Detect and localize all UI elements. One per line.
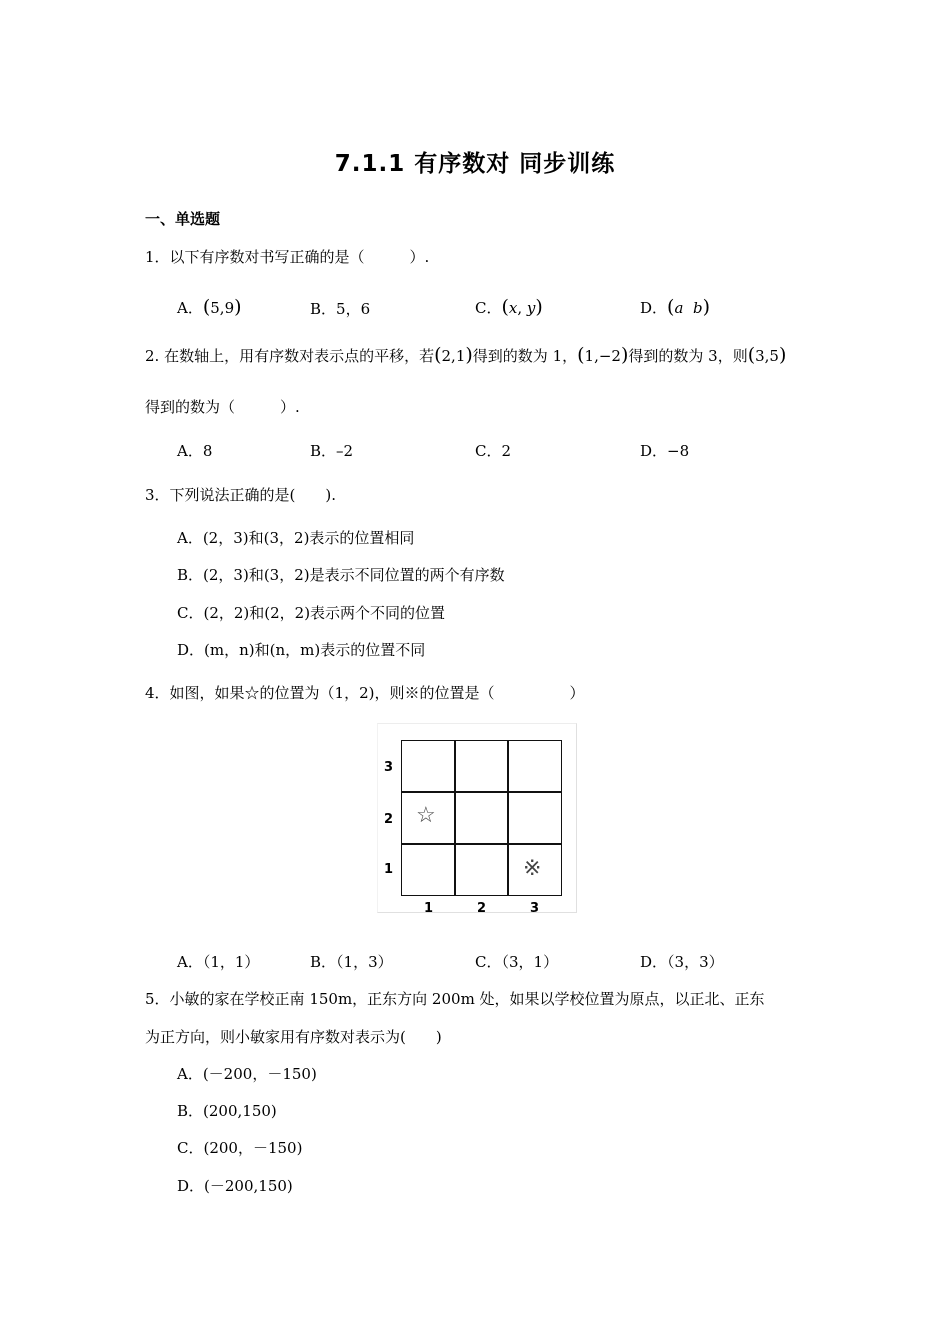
question-5-line-2: 为正方向，则小敏家用有序数对表示为( ) xyxy=(145,1028,442,1046)
row-label-3: 3 xyxy=(384,760,394,775)
grid xyxy=(401,740,562,896)
question-5-line-1: 5．小敏的家在学校正南 150m，正东方向 200m 处，如果以学校位置为原点，以正北、正东 xyxy=(145,990,765,1008)
row-label-1: 1 xyxy=(384,862,394,877)
grid-line xyxy=(454,741,456,895)
question-3-option-d: D．(m，n)和(n，m)表示的位置不同 xyxy=(177,641,426,659)
page-title: 7.1.1 有序数对 同步训练 xyxy=(334,151,616,177)
question-2-option-b: B．–2 xyxy=(310,442,354,460)
col-label-2: 2 xyxy=(477,901,487,916)
question-1-option-c: C．(x, y) xyxy=(475,296,543,318)
question-4-option-b: B．（1，3） xyxy=(310,953,393,971)
grid-line xyxy=(402,791,561,793)
question-2-option-d: D．−8 xyxy=(640,442,690,460)
pair-2: 1,−2 xyxy=(584,347,621,365)
question-3-option-a: A．(2，3)和(3，2)表示的位置相同 xyxy=(177,529,415,547)
question-2-line-1: 2. 在数轴上，用有序数对表示点的平移，若(2,1)得到的数为 1，(1,−2)得到的数为 3，则(3,5) xyxy=(145,344,787,366)
option-label: A． xyxy=(177,299,203,317)
option-label: D． xyxy=(640,299,668,317)
option-label: B． xyxy=(310,300,337,318)
option-a-value: 5,9 xyxy=(210,299,235,317)
col-label-1: 1 xyxy=(424,901,434,916)
reference-mark-symbol: ※ xyxy=(523,856,542,881)
section-heading: 一、单选题 xyxy=(145,210,221,228)
option-label: C． xyxy=(475,299,502,317)
question-4-stem: 4．如图，如果☆的位置为（1，2)，则※的位置是（ ） xyxy=(145,684,585,702)
question-5-option-a: A．(－200，－150) xyxy=(177,1065,317,1083)
question-5-option-c: C．(200，－150) xyxy=(177,1139,303,1157)
grid-line xyxy=(402,843,561,845)
question-1-option-d: D．(a b) xyxy=(640,296,710,318)
question-1-option-b xyxy=(310,298,370,319)
question-5-option-d: D．(－200,150) xyxy=(177,1177,293,1195)
option-c-y: y xyxy=(526,299,536,317)
option-c-x: x xyxy=(508,299,518,317)
question-5-option-b: B．(200,150) xyxy=(177,1102,277,1120)
pair-1: 2,1 xyxy=(441,347,466,365)
question-1-option-a: A．(5,9) xyxy=(177,296,242,318)
question-3-option-c: C．(2，2)和(2，2)表示两个不同的位置 xyxy=(177,604,446,622)
option-d-b: b xyxy=(692,299,703,317)
row-label-2: 2 xyxy=(384,812,394,827)
option-d-a: a xyxy=(674,299,684,317)
option-c-sep: , xyxy=(517,299,527,317)
grid-figure xyxy=(377,723,577,916)
question-4-option-d: D．（3，3） xyxy=(640,953,724,971)
question-1-stem: 1．以下有序数对书写正确的是（ ）. xyxy=(145,248,430,266)
grid-line xyxy=(507,741,509,895)
question-3-option-b: B．(2，3)和(3，2)是表示不同位置的两个有序数 xyxy=(177,566,505,584)
question-4-option-a: A．（1，1） xyxy=(177,953,260,971)
question-3-stem: 3．下列说法正确的是( ). xyxy=(145,486,337,504)
question-2-text-3: 得到的数为 3，则 xyxy=(628,347,748,365)
col-label-3: 3 xyxy=(530,901,540,916)
question-2-text-2: 得到的数为 1， xyxy=(472,347,578,365)
star-symbol: ☆ xyxy=(416,803,436,828)
question-2-option-c: C．2 xyxy=(475,442,512,460)
option-b-value: 5，6 xyxy=(336,300,371,318)
question-2-text-1: 2. 在数轴上，用有序数对表示点的平移，若 xyxy=(145,347,435,365)
question-2-line-2: 得到的数为（ ）. xyxy=(145,398,300,416)
question-2-option-a: A．8 xyxy=(177,442,213,460)
question-4-option-c: C．（3，1） xyxy=(475,953,559,971)
pair-3: 3,5 xyxy=(755,347,779,365)
